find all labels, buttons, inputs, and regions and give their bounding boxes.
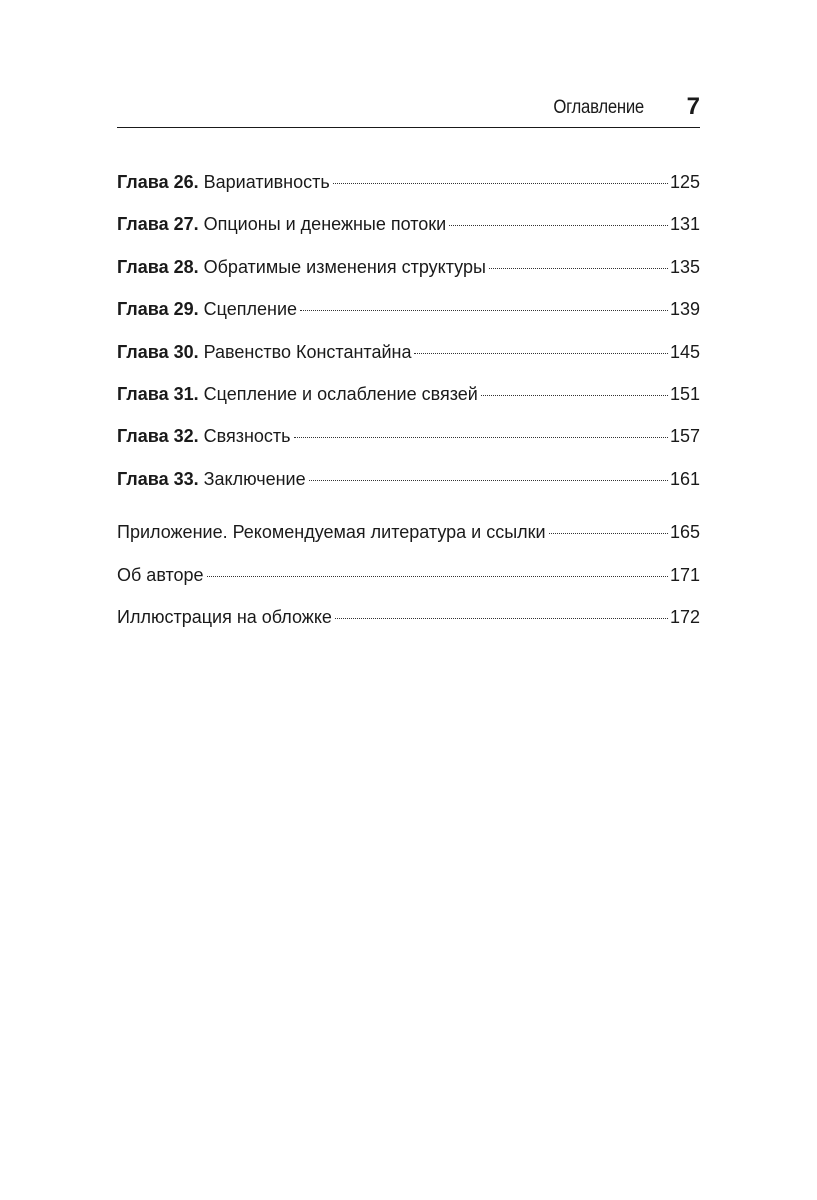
toc-entry-chapter-29 xyxy=(117,299,700,341)
dot-leader xyxy=(300,310,668,311)
entry-page-number: 172 xyxy=(669,606,700,627)
entry-page-number: 165 xyxy=(669,522,700,543)
toc-entry-chapter-26 xyxy=(117,172,700,214)
entry-page-number: 135 xyxy=(669,256,700,277)
toc-entry-chapter-30 xyxy=(117,342,700,384)
chapter-label: Глава 32. xyxy=(117,426,199,447)
dot-leader xyxy=(335,618,668,619)
chapter-label: Глава 33. xyxy=(117,468,199,489)
entry-title: Равенство Константайна xyxy=(203,341,412,362)
entry-page-number: 157 xyxy=(669,426,700,447)
entry-title: Сцепление xyxy=(203,299,298,320)
chapter-label: Глава 26. xyxy=(117,172,199,192)
entry-title: Приложение. Рекомендуемая литература и ссылки xyxy=(117,522,546,543)
entry-title: Вариативность xyxy=(203,172,330,192)
dot-leader xyxy=(489,268,668,269)
entry-title: Сцепление и ослабление связей xyxy=(203,383,478,404)
dot-leader xyxy=(207,576,668,577)
dot-leader xyxy=(549,533,668,534)
dot-leader xyxy=(333,183,668,184)
toc-entry-cover-illustration xyxy=(117,607,700,649)
running-header xyxy=(117,93,700,128)
entry-page-number: 131 xyxy=(669,214,700,235)
toc-entry-chapter-32 xyxy=(117,426,700,468)
chapter-label: Глава 28. xyxy=(117,256,199,277)
toc-entry-chapter-33 xyxy=(117,469,700,511)
entry-page-number: 145 xyxy=(669,341,700,362)
running-title: Оглавление xyxy=(553,97,644,118)
toc-entry-chapter-31 xyxy=(117,384,700,426)
dot-leader xyxy=(449,225,668,226)
entry-title: Опционы и денежные потоки xyxy=(203,214,447,235)
dot-leader xyxy=(294,437,668,438)
dot-leader xyxy=(309,480,668,481)
entry-page-number: 171 xyxy=(669,564,700,585)
toc-entry-chapter-28 xyxy=(117,257,700,299)
entry-page-number: 139 xyxy=(669,299,700,320)
entry-page-number: 161 xyxy=(669,468,700,489)
toc-entry-about-author xyxy=(117,565,700,607)
entry-title: Обратимые изменения структуры xyxy=(203,256,486,277)
toc-entry-appendix xyxy=(117,522,700,564)
entry-title: Об авторе xyxy=(117,564,204,585)
toc-entry-chapter-27 xyxy=(117,214,700,256)
table-of-contents xyxy=(117,172,700,649)
chapter-label: Глава 31. xyxy=(117,383,199,404)
entry-title: Иллюстрация на обложке xyxy=(117,606,332,627)
entry-page-number: 125 xyxy=(669,172,700,192)
entry-title: Заключение xyxy=(203,468,306,489)
chapter-label: Глава 27. xyxy=(117,214,199,235)
page-number: 7 xyxy=(686,93,700,120)
dot-leader xyxy=(481,395,668,396)
entry-title: Связность xyxy=(203,426,291,447)
chapter-label: Глава 30. xyxy=(117,341,199,362)
chapter-label: Глава 29. xyxy=(117,299,199,320)
dot-leader xyxy=(414,353,667,354)
entry-page-number: 151 xyxy=(669,383,700,404)
